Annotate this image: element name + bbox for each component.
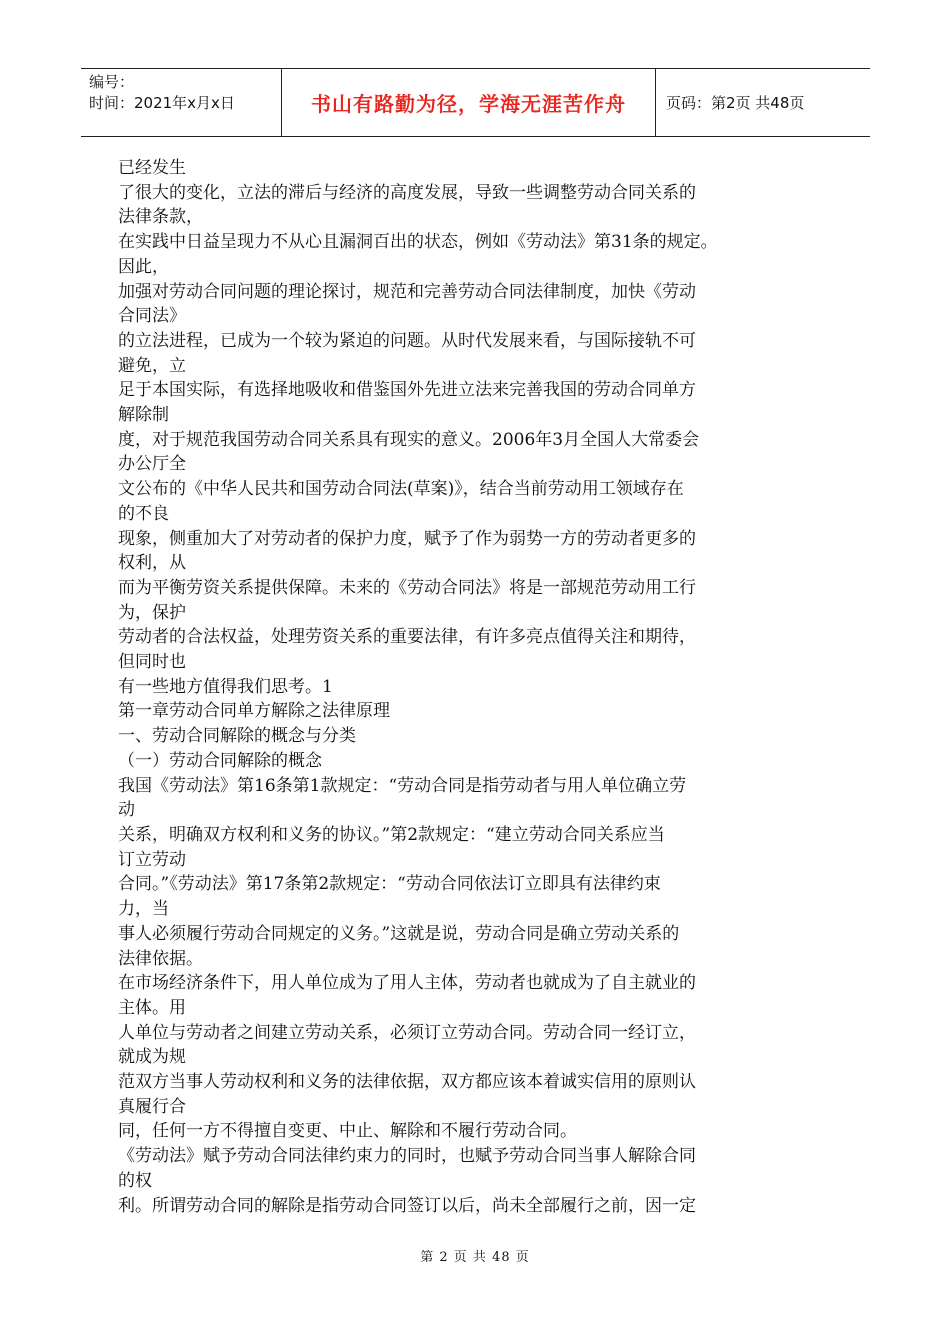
text-line: 第一章劳动合同单方解除之法律原理 (118, 701, 390, 722)
page-header (81, 68, 870, 137)
text-line: 《劳动法》赋予劳动合同法律约束力的同时，也赋予劳动合同当事人解除合同 (118, 1146, 696, 1167)
text-line: 解除制 (118, 405, 169, 426)
text-line: 范双方当事人劳动权利和义务的法律依据，双方都应该本着诚实信用的原则认 (118, 1072, 696, 1093)
page-footer: 第 2 页 共 48 页 (420, 1250, 530, 1265)
text-line: 人单位与劳动者之间建立劳动关系，必须订立劳动合同。劳动合同一经订立， (118, 1022, 696, 1043)
text-line: 而为平衡劳资关系提供保障。未来的《劳动合同法》将是一部规范劳动用工行 (118, 577, 696, 598)
text-line: 力，当 (118, 899, 169, 920)
text-line: 为，保护 (118, 602, 186, 623)
text-line: 了很大的变化，立法的滞后与经济的高度发展，导致一些调整劳动合同关系的 (118, 182, 696, 203)
document-date-label: 时间：2021年x月x日 (89, 94, 235, 112)
text-line: 但同时也 (118, 652, 186, 673)
text-line: 因此， (118, 256, 169, 277)
text-line: 现象，侧重加大了对劳动者的保护力度，赋予了作为弱势一方的劳动者更多的 (118, 528, 696, 549)
document-number-label: 编号： (89, 73, 135, 91)
text-line: 同，任何一方不得擅自变更、中止、解除和不履行劳动合同。 (118, 1121, 577, 1142)
text-line: 我国《劳动法》第16条第1款规定：“劳动合同是指劳动者与用人单位确立劳 (118, 775, 687, 796)
document-body (118, 156, 830, 1218)
text-line: 在市场经济条件下，用人单位成为了用人主体，劳动者也就成为了自主就业的 (118, 973, 696, 994)
text-line: 权利，从 (118, 553, 186, 574)
header-page-number: 页码：第2页 共48页 (666, 94, 805, 112)
text-line: 加强对劳动合同问题的理论探讨，规范和完善劳动合同法律制度，加快《劳动 (118, 281, 696, 302)
text-line: 动 (118, 800, 135, 821)
text-line: 利。所谓劳动合同的解除是指劳动合同签订以后，尚未全部履行之前，因一定 (118, 1195, 696, 1216)
text-line: 度，对于规范我国劳动合同关系具有现实的意义。2006年3月全国人大常委会 (118, 429, 700, 450)
text-line: 有一些地方值得我们思考。1 (118, 676, 333, 697)
header-motto: 书山有路勤为径，学海无涯苦作舟 (282, 69, 656, 136)
text-line: 主体。用 (118, 997, 186, 1018)
text-line: 关系，明确双方权利和义务的协议。”第2款规定：“建立劳动合同关系应当 (118, 824, 665, 845)
text-line: 法律依据。 (118, 948, 203, 969)
text-line: 就成为规 (118, 1047, 186, 1068)
text-line: 订立劳动 (118, 849, 186, 870)
text-line: 法律条款， (118, 207, 203, 228)
text-line: 足于本国实际，有选择地吸收和借鉴国外先进立法来完善我国的劳动合同单方 (118, 380, 696, 401)
text-line: 劳动者的合法权益，处理劳资关系的重要法律，有许多亮点值得关注和期待， (118, 627, 696, 648)
text-line: 已经发生 (118, 158, 186, 178)
text-line: 的权 (118, 1170, 152, 1191)
text-line: 合同。”《劳动法》第17条第2款规定：“劳动合同依法订立即具有法律约束 (118, 874, 661, 895)
text-line: 一、劳动合同解除的概念与分类 (118, 726, 356, 747)
text-line: 文公布的《中华人民共和国劳动合同法(草案)》，结合当前劳动用工领域存在 (118, 479, 684, 500)
text-line: 的不良 (118, 503, 169, 524)
text-line: 合同法》 (118, 306, 186, 327)
text-line: 事人必须履行劳动合同规定的义务。”这就是说，劳动合同是确立劳动关系的 (118, 923, 680, 944)
text-line: 的立法进程，已成为一个较为紧迫的问题。从时代发展来看，与国际接轨不可 (118, 330, 696, 351)
text-line: 真履行合 (118, 1096, 186, 1117)
header-meta (81, 69, 282, 136)
text-line: （一）劳动合同解除的概念 (118, 750, 322, 771)
text-line: 办公厅全 (118, 454, 186, 475)
text-line: 在实践中日益呈现力不从心且漏洞百出的状态，例如《劳动法》第31条的规定。 (118, 232, 718, 253)
text-line: 避免，立 (118, 355, 186, 376)
